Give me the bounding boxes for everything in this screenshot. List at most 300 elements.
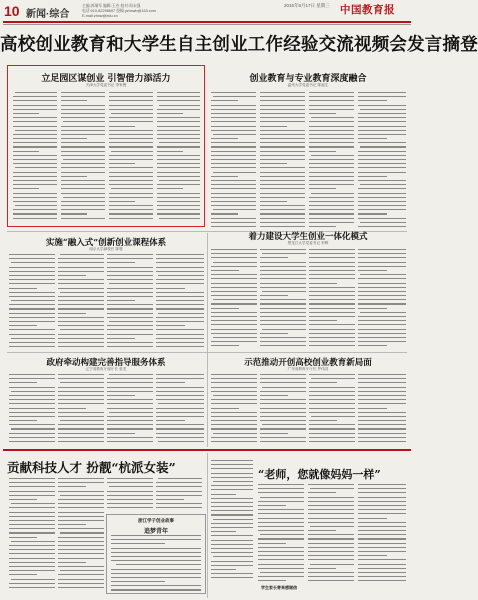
text-line	[211, 278, 257, 279]
text-line	[211, 249, 257, 250]
text-line	[211, 184, 256, 185]
text-line	[211, 213, 238, 214]
text-line	[107, 313, 153, 314]
text-line	[60, 292, 104, 293]
text-line	[211, 391, 257, 392]
text-line	[309, 96, 354, 97]
article-text-column	[156, 374, 204, 444]
text-line	[156, 254, 204, 255]
article-text-column	[156, 254, 204, 350]
text-line	[260, 146, 305, 147]
text-line	[258, 518, 304, 519]
text-line	[309, 109, 354, 110]
text-line	[157, 188, 183, 189]
bottom-left-headline: 贡献科技人才 扮靓“杭派女装”	[7, 460, 176, 475]
text-line	[58, 304, 104, 305]
text-line	[358, 218, 406, 219]
text-line	[309, 287, 355, 288]
text-line	[309, 441, 355, 442]
text-line	[107, 258, 153, 259]
text-line	[211, 477, 253, 478]
text-line	[61, 172, 105, 173]
issue-date: 2015年6月17日 星期三	[284, 3, 330, 8]
text-line	[358, 513, 406, 514]
text-line	[358, 564, 406, 565]
text-line	[309, 283, 337, 284]
text-line	[309, 382, 337, 383]
column-divider	[207, 453, 208, 598]
text-line	[260, 167, 305, 168]
text-line	[9, 486, 55, 487]
text-line	[308, 576, 354, 577]
text-line	[13, 155, 57, 156]
text-line	[9, 382, 37, 383]
text-line	[109, 117, 153, 118]
text-line	[61, 146, 105, 147]
text-line	[157, 193, 200, 194]
article-text-column	[107, 254, 153, 350]
text-line	[358, 324, 406, 325]
text-line	[109, 121, 153, 122]
text-line	[260, 345, 306, 346]
text-line	[157, 163, 200, 164]
text-line	[211, 412, 257, 413]
text-line	[11, 391, 55, 392]
text-line	[308, 530, 336, 531]
text-line	[358, 526, 406, 527]
text-line	[107, 296, 153, 297]
text-line	[58, 424, 104, 425]
text-line	[358, 197, 406, 198]
text-line	[211, 324, 257, 325]
text-line	[260, 142, 305, 143]
article-title: 实施“融入式”创新创业课程体系	[45, 238, 167, 248]
text-line	[109, 374, 153, 375]
text-line	[9, 478, 55, 479]
text-line	[309, 403, 355, 404]
text-line	[211, 205, 256, 206]
text-line	[13, 146, 57, 147]
text-line	[309, 142, 354, 143]
text-line	[310, 564, 354, 565]
text-line	[58, 325, 104, 326]
text-line	[13, 163, 57, 164]
text-line	[60, 329, 104, 330]
text-line	[309, 100, 354, 101]
text-line	[211, 130, 256, 131]
text-line	[157, 138, 200, 139]
text-line	[61, 117, 105, 118]
article-text-column	[358, 484, 406, 584]
text-line	[111, 577, 201, 578]
text-line	[308, 518, 354, 519]
text-line	[260, 412, 306, 413]
text-line	[260, 96, 305, 97]
text-line	[211, 382, 257, 383]
text-line	[309, 167, 354, 168]
text-line	[61, 184, 105, 185]
text-line	[9, 408, 55, 409]
text-line	[258, 522, 304, 523]
text-line	[211, 287, 257, 288]
text-line	[61, 193, 105, 194]
text-line	[358, 287, 406, 288]
text-line	[109, 130, 153, 131]
text-line	[211, 257, 257, 258]
text-line	[15, 130, 57, 131]
text-line	[58, 288, 104, 289]
text-line	[309, 345, 355, 346]
text-line	[258, 538, 304, 539]
text-line	[358, 522, 406, 523]
text-line	[9, 395, 55, 396]
text-line	[156, 412, 204, 413]
text-line	[61, 105, 105, 106]
text-line	[9, 420, 37, 421]
text-line	[358, 113, 406, 114]
text-line	[109, 138, 153, 139]
article-text-column	[58, 254, 104, 350]
text-line	[13, 96, 57, 97]
text-line	[211, 312, 257, 313]
text-line	[309, 222, 354, 223]
text-line	[211, 468, 253, 469]
article-text-column	[358, 92, 406, 228]
text-line	[309, 138, 354, 139]
text-line	[58, 267, 104, 268]
text-line	[262, 253, 306, 254]
text-line	[358, 572, 406, 573]
text-line	[58, 491, 104, 492]
text-line	[211, 535, 253, 536]
text-line	[58, 321, 104, 322]
text-line	[156, 428, 204, 429]
text-line	[156, 279, 204, 280]
text-line	[358, 308, 387, 309]
page-header	[0, 0, 414, 22]
text-line	[260, 320, 306, 321]
text-line	[109, 321, 153, 322]
text-line	[258, 555, 304, 556]
text-line	[358, 341, 406, 342]
text-line	[157, 213, 200, 214]
text-line	[58, 279, 104, 280]
text-line	[211, 514, 253, 515]
article-text-column	[358, 374, 406, 444]
text-line	[156, 482, 202, 483]
text-line	[60, 254, 104, 255]
text-line	[260, 399, 306, 400]
text-line	[107, 433, 135, 434]
text-line	[9, 403, 55, 404]
text-line	[158, 403, 204, 404]
text-line	[260, 218, 305, 219]
text-line	[309, 197, 354, 198]
text-line	[156, 424, 204, 425]
text-line	[358, 295, 406, 296]
text-line	[109, 126, 135, 127]
text-line	[258, 526, 304, 527]
text-line	[107, 441, 153, 442]
article-text-column	[9, 478, 55, 593]
text-line	[156, 433, 204, 434]
text-line	[9, 491, 55, 492]
text-line	[58, 433, 104, 434]
text-line	[213, 209, 256, 210]
text-line	[260, 395, 288, 396]
text-line	[309, 213, 354, 214]
text-line	[156, 338, 204, 339]
text-line	[260, 92, 305, 93]
text-line	[9, 279, 55, 280]
section-name: 新闻·综合	[26, 9, 70, 20]
text-line	[358, 266, 406, 267]
text-line	[258, 492, 304, 493]
text-line	[111, 581, 165, 582]
text-line	[13, 117, 57, 118]
text-line	[260, 121, 305, 122]
article-title: 立足园区谋创业 引智借力添活力	[41, 74, 171, 84]
text-line	[109, 176, 153, 177]
text-line	[308, 522, 354, 523]
text-line	[211, 460, 253, 461]
text-line	[211, 527, 253, 528]
text-line	[211, 489, 253, 490]
text-line	[211, 345, 239, 346]
text-line	[109, 412, 153, 413]
text-line	[61, 134, 105, 135]
text-line	[58, 512, 104, 513]
text-line	[156, 321, 204, 322]
text-line	[58, 587, 104, 588]
text-line	[211, 473, 253, 474]
text-line	[157, 126, 200, 127]
text-line	[58, 346, 104, 347]
text-line	[260, 257, 288, 258]
text-line	[211, 510, 253, 511]
text-line	[58, 296, 104, 297]
text-line	[9, 334, 55, 335]
text-line	[107, 495, 153, 496]
text-line	[58, 566, 104, 567]
text-line	[9, 399, 55, 400]
text-line	[309, 151, 336, 152]
text-line	[58, 441, 104, 442]
text-line	[58, 408, 86, 409]
text-line	[211, 121, 256, 122]
text-line	[213, 433, 257, 434]
text-line	[58, 342, 104, 343]
text-line	[156, 329, 204, 330]
text-line	[157, 167, 200, 168]
text-line	[258, 509, 304, 510]
text-line	[107, 416, 153, 417]
text-line	[9, 566, 55, 567]
text-line	[309, 262, 355, 263]
text-line	[309, 270, 355, 271]
text-line	[107, 478, 153, 479]
text-line	[61, 180, 105, 181]
text-line	[13, 218, 57, 219]
text-line	[358, 126, 406, 127]
text-line	[358, 257, 406, 258]
text-line	[358, 100, 387, 101]
text-line	[358, 530, 406, 531]
text-line	[309, 395, 355, 396]
text-line	[358, 420, 406, 421]
text-line	[260, 134, 305, 135]
text-line	[260, 295, 288, 296]
sidebar-box-subtitle: 追梦青年	[143, 528, 168, 535]
text-line	[211, 142, 256, 143]
text-line	[211, 428, 257, 429]
text-line	[211, 316, 257, 317]
text-line	[260, 266, 306, 267]
text-line	[311, 378, 355, 379]
text-line	[109, 197, 153, 198]
text-line	[358, 374, 406, 375]
text-line	[9, 271, 55, 272]
text-line	[156, 499, 184, 500]
text-line	[358, 416, 406, 417]
text-line	[61, 92, 105, 93]
text-line	[211, 105, 256, 106]
text-line	[211, 92, 256, 93]
text-line	[156, 296, 204, 297]
text-line	[13, 151, 39, 152]
text-line	[358, 497, 406, 498]
column-divider	[207, 233, 208, 447]
text-line	[111, 113, 153, 114]
text-line	[109, 92, 153, 93]
text-line	[111, 151, 153, 152]
text-line	[358, 130, 406, 131]
text-line	[107, 420, 153, 421]
text-line	[358, 155, 406, 156]
text-line	[211, 320, 257, 321]
article-text-column	[309, 374, 355, 444]
text-line	[111, 188, 153, 189]
text-line	[358, 291, 406, 292]
text-line	[260, 416, 306, 417]
text-line	[211, 420, 257, 421]
text-line	[11, 338, 55, 339]
text-line	[111, 573, 201, 574]
text-line	[211, 176, 238, 177]
text-line	[157, 201, 200, 202]
text-line	[358, 576, 406, 577]
text-line	[109, 209, 153, 210]
text-line	[9, 520, 55, 521]
text-line	[156, 292, 204, 293]
text-line	[309, 312, 355, 313]
text-line	[260, 205, 305, 206]
text-line	[211, 274, 257, 275]
text-line	[157, 172, 200, 173]
text-line	[61, 109, 105, 110]
text-line	[9, 562, 55, 563]
text-line	[61, 176, 87, 177]
text-line	[109, 213, 153, 214]
text-line	[358, 555, 387, 556]
text-line	[58, 275, 86, 276]
text-line	[109, 155, 153, 156]
text-line	[308, 559, 354, 560]
text-line	[107, 275, 153, 276]
text-line	[358, 320, 406, 321]
text-line	[360, 274, 406, 275]
text-line	[211, 464, 253, 465]
text-line	[258, 580, 286, 581]
text-line	[308, 551, 354, 552]
text-line	[111, 552, 201, 553]
text-line	[9, 558, 55, 559]
text-line	[258, 576, 304, 577]
text-line	[211, 408, 239, 409]
text-line	[107, 382, 153, 383]
text-line	[9, 342, 55, 343]
text-line	[157, 197, 200, 198]
text-line	[358, 345, 387, 346]
text-line	[156, 399, 204, 400]
text-line	[159, 180, 200, 181]
text-line	[157, 117, 200, 118]
text-line	[61, 138, 87, 139]
text-line	[211, 193, 256, 194]
text-line	[309, 337, 355, 338]
text-line	[211, 403, 257, 404]
text-line	[260, 382, 306, 383]
text-line	[258, 488, 304, 489]
text-line	[360, 222, 406, 223]
text-line	[107, 342, 153, 343]
text-line	[211, 188, 256, 189]
text-line	[211, 569, 236, 570]
text-line	[211, 308, 239, 309]
text-line	[13, 142, 57, 143]
text-line	[111, 539, 201, 540]
text-line	[58, 428, 104, 429]
text-line	[156, 420, 185, 421]
text-line	[63, 121, 105, 122]
text-line	[107, 395, 135, 396]
text-line	[309, 176, 354, 177]
text-line	[358, 378, 406, 379]
text-line	[211, 523, 253, 524]
text-line	[107, 329, 153, 330]
text-line	[309, 433, 355, 434]
text-line	[358, 213, 387, 214]
text-line	[9, 412, 55, 413]
text-line	[308, 572, 354, 573]
text-line	[156, 408, 204, 409]
text-line	[260, 497, 304, 498]
text-line	[107, 262, 135, 263]
text-line	[107, 399, 153, 400]
text-line	[107, 507, 153, 508]
text-line	[157, 205, 200, 206]
text-line	[211, 378, 257, 379]
text-line	[358, 142, 406, 143]
text-line	[58, 545, 104, 546]
text-line	[260, 312, 306, 313]
text-line	[309, 333, 355, 334]
text-line	[61, 205, 105, 206]
text-line	[107, 271, 153, 272]
text-line	[11, 579, 55, 580]
text-line	[258, 551, 304, 552]
text-line	[358, 201, 406, 202]
